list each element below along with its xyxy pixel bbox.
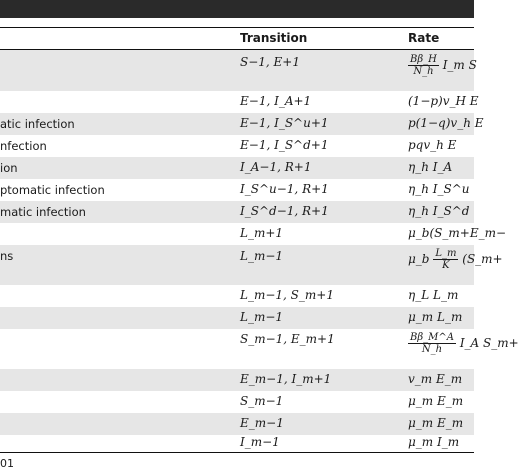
rate-cell: μ_b(S_m+E_m−	[408, 226, 507, 240]
event-cell: ptomatic infection	[0, 183, 105, 197]
rate-denominator: N_h	[421, 344, 443, 355]
footnote: 01	[0, 457, 14, 470]
transition-cell: L_m−1	[240, 310, 284, 324]
rate-cell: p(1−q)v_h E	[408, 116, 484, 130]
transition-cell: L_m+1	[240, 226, 284, 240]
table-row	[0, 201, 474, 223]
table-row	[0, 223, 507, 245]
rate-cell: η_L L_m	[408, 288, 459, 302]
transition-cell: E−1, I_A+1	[240, 94, 312, 108]
rate-cell	[408, 332, 519, 355]
rate-header: Rate	[408, 31, 440, 45]
transition-cell: E−1, I_S^d+1	[240, 138, 329, 152]
table-row	[0, 179, 474, 201]
transition-cell: I_S^d−1, R+1	[240, 204, 329, 218]
table-row	[0, 285, 474, 307]
table-row	[0, 307, 474, 329]
rate-cell: μ_m E_m	[408, 394, 464, 408]
rate-cell: η_h I_S^d	[408, 204, 470, 218]
table-row	[0, 50, 477, 91]
rate-numerator: L_m	[435, 248, 457, 259]
transition-cell: I_A−1, R+1	[240, 160, 312, 174]
table-row	[0, 245, 503, 285]
rate-cell: η_h I_S^u	[408, 182, 470, 196]
rate-cell: μ_m E_m	[408, 416, 464, 430]
transition-cell: E−1, I_S^u+1	[240, 116, 329, 130]
rate-tail: I_m S	[442, 58, 477, 72]
bottom-rule	[0, 452, 474, 453]
transition-cell: L_m−1	[240, 249, 284, 263]
table-row	[0, 369, 474, 391]
table-row	[0, 413, 474, 435]
event-cell: nfection	[0, 139, 47, 153]
rate-numerator: Bβ_M^A	[410, 332, 454, 343]
rate-prefix: μ_b	[408, 252, 430, 266]
transition-cell: E_m−1, I_m+1	[240, 372, 332, 386]
table-row	[0, 113, 484, 135]
rate-cell: v_m E_m	[408, 372, 463, 386]
top-dark-bar	[0, 0, 474, 18]
rate-cell: (1−p)v_H E	[408, 94, 479, 108]
rate-cell: pqv_h E	[408, 138, 457, 152]
transition-cell: I_m−1	[240, 435, 280, 449]
table-row	[0, 157, 474, 179]
transition-cell: E_m−1	[240, 416, 284, 430]
table-row	[0, 391, 474, 413]
table-row	[0, 91, 479, 113]
rate-tail: I_A S_m+	[459, 336, 519, 350]
event-cell: matic infection	[0, 205, 86, 219]
transition-cell: L_m−1, S_m+1	[240, 288, 334, 302]
transition-cell: I_S^u−1, R+1	[240, 182, 329, 196]
table-row	[0, 135, 474, 157]
rate-cell: μ_m L_m	[408, 310, 463, 324]
transition-header: Transition	[240, 31, 308, 45]
table-header	[0, 27, 474, 49]
rate-denominator: K	[442, 260, 450, 271]
transition-cell: S−1, E+1	[240, 55, 300, 69]
rate-cell	[408, 54, 477, 77]
rate-cell: μ_m I_m	[408, 435, 460, 449]
event-cell: ion	[0, 161, 18, 175]
rate-tail: (S_m+	[462, 252, 503, 266]
rate-cell	[408, 248, 503, 271]
transition-cell: S_m−1, E_m+1	[240, 332, 335, 346]
rate-denominator: N_h	[413, 66, 434, 77]
table-row	[0, 435, 474, 452]
transition-cell: S_m−1	[240, 394, 284, 408]
table-row	[0, 329, 519, 369]
event-cell: ns	[0, 249, 14, 263]
rate-numerator: Bβ_H	[410, 54, 437, 65]
event-cell: atic infection	[0, 117, 75, 131]
rate-cell: η_h I_A	[408, 160, 453, 174]
